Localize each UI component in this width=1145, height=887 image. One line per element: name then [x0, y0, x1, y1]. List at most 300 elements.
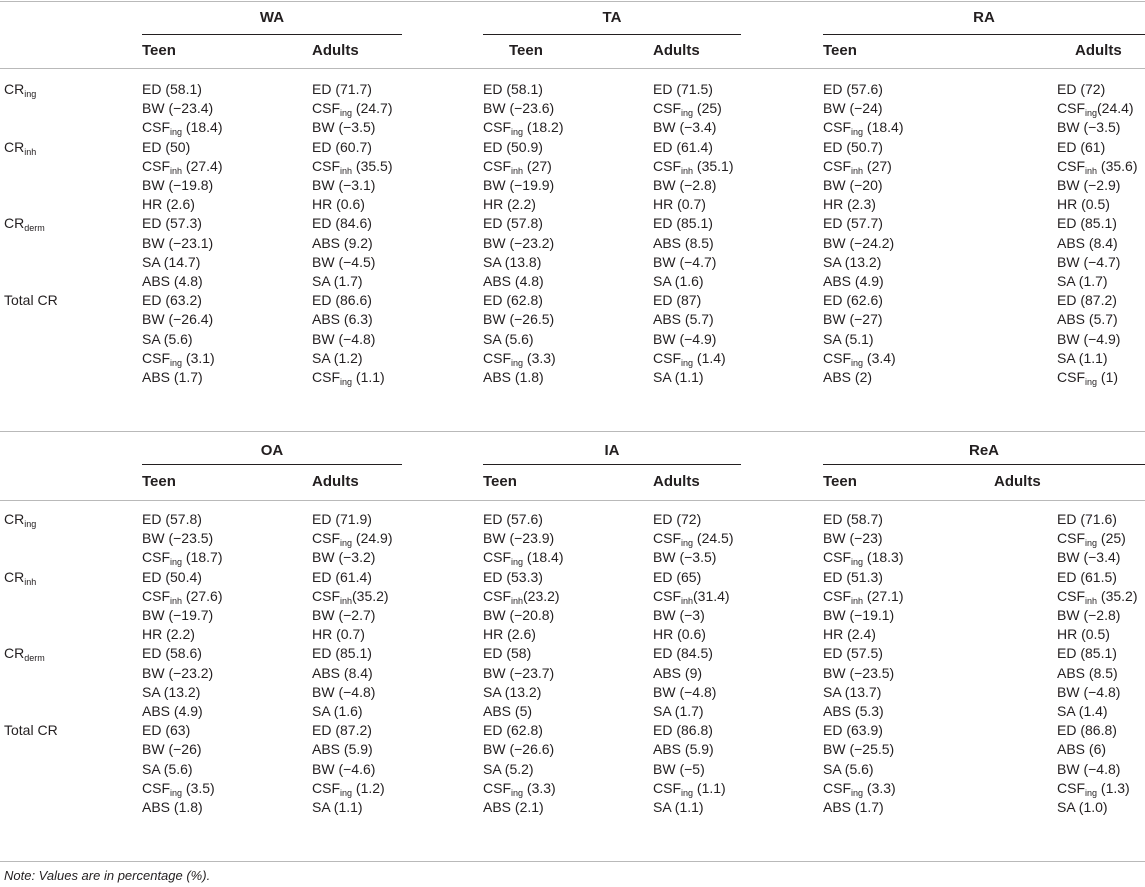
- subheader-label: Teen: [509, 42, 543, 59]
- table-cell: [1057, 760, 1120, 778]
- table-cell: [142, 330, 193, 348]
- cell-text: ABS (1.7): [823, 799, 884, 815]
- cell-text: BW (−2.8): [1057, 607, 1121, 623]
- cell-text: SA (13.2): [823, 253, 882, 270]
- cell-text: ED (87): [653, 292, 702, 309]
- row-label-subscript: derm: [24, 223, 45, 234]
- cell-value: (3.3): [523, 779, 556, 796]
- cell-subscript: ing: [170, 357, 183, 368]
- group-header-label: TA: [602, 9, 622, 26]
- table-cell: [483, 683, 541, 701]
- cell-text: ABS (4.9): [142, 703, 203, 719]
- table-cell: [312, 760, 375, 778]
- table-cell: [1057, 644, 1117, 662]
- cell-text: ABS (5.7): [1057, 311, 1118, 328]
- table-cell: [142, 99, 213, 117]
- table-cell: [483, 157, 552, 175]
- cell-text: CSF: [653, 157, 681, 174]
- table-cell: [653, 157, 733, 175]
- subheader: [653, 473, 700, 491]
- row-label-text: CR: [4, 511, 25, 527]
- cell-text: BW (−26.6): [483, 741, 555, 758]
- subheader-label: Adults: [653, 42, 700, 59]
- table-cell: [823, 118, 903, 136]
- cell-text: ABS (5): [483, 703, 533, 719]
- cell-text: ED (72): [653, 511, 702, 527]
- cell-text: ED (65): [653, 568, 702, 585]
- cell-text: BW (−4.9): [1057, 330, 1121, 347]
- table-cell: [312, 349, 363, 367]
- cell-text: SA (1.0): [1057, 799, 1108, 815]
- table-cell: [1057, 99, 1134, 117]
- table-cell: [483, 760, 534, 778]
- table-cell: [483, 253, 541, 271]
- table-cell: [1057, 253, 1120, 271]
- cell-text: SA (14.7): [142, 253, 201, 270]
- cell-text: ED (50): [142, 138, 191, 155]
- row-label: [4, 214, 45, 232]
- cell-text: BW (−23.4): [142, 100, 214, 117]
- cell-text: CSF: [142, 549, 170, 566]
- cell-text: SA (1.4): [1057, 703, 1108, 719]
- cell-text: CSF: [483, 349, 511, 366]
- cell-text: CSF: [483, 119, 511, 136]
- cell-text: ED (50.9): [483, 138, 543, 155]
- table-cell: [653, 664, 702, 682]
- cell-text: ED (61.4): [312, 568, 372, 585]
- table-cell: [142, 683, 200, 701]
- cell-text: ED (85.1): [312, 645, 372, 662]
- cell-text: BW (−23.5): [823, 664, 895, 681]
- table-cell: [483, 368, 544, 386]
- cell-text: CSF: [483, 549, 511, 566]
- cell-value: (18.4): [523, 549, 564, 566]
- row-label-text: Total CR: [4, 722, 58, 739]
- cell-text: BW (−4.6): [312, 760, 376, 777]
- cell-subscript: inh: [1085, 165, 1098, 176]
- table-cell: [823, 99, 883, 117]
- cell-text: BW (−23.7): [483, 664, 555, 681]
- subheader-label: Teen: [823, 473, 857, 490]
- table-cell: [312, 176, 375, 194]
- cell-value: (35.5): [352, 157, 393, 174]
- table-cell: [483, 625, 536, 643]
- cell-text: CSF: [653, 530, 681, 547]
- table-cell: [312, 740, 373, 758]
- table-cell: [653, 606, 705, 624]
- cell-text: ED (85.1): [1057, 215, 1117, 232]
- table-note: Note: Values are in percentage (%).: [4, 868, 211, 883]
- table-cell: [1057, 157, 1137, 175]
- cell-text: CSF: [142, 779, 170, 796]
- cell-text: BW (−3.5): [1057, 119, 1121, 136]
- cell-subscript: inh: [511, 595, 524, 606]
- cell-value: (27.4): [182, 157, 223, 174]
- table-cell: [653, 702, 704, 720]
- table-cell: [653, 310, 714, 328]
- cell-text: SA (5.6): [142, 760, 193, 777]
- table-cell: [483, 349, 556, 367]
- table-cell: [823, 330, 874, 348]
- row-label: [4, 510, 36, 528]
- cell-text: BW (−23.5): [142, 530, 214, 547]
- table-cell: [823, 625, 876, 643]
- table-cell: [653, 644, 713, 662]
- group-underline: [483, 464, 741, 465]
- table-cell: [312, 80, 372, 98]
- cell-subscript: ing: [851, 357, 864, 368]
- group-header: [483, 442, 741, 460]
- table-cell: [823, 798, 884, 816]
- cell-text: ED (87.2): [312, 722, 372, 739]
- cell-subscript: ing: [511, 557, 524, 568]
- row-label-text: CR: [4, 138, 25, 155]
- cell-text: ED (50.7): [823, 138, 883, 155]
- cell-text: SA (1.1): [653, 799, 704, 815]
- cell-text: BW (−3.1): [312, 177, 376, 193]
- table-cell: [142, 798, 203, 816]
- table-cell: [653, 272, 704, 290]
- table-cell: [1057, 118, 1120, 136]
- cell-text: CSF: [823, 587, 851, 604]
- row-label-subscript: ing: [24, 519, 37, 529]
- cell-text: HR (2.6): [483, 626, 536, 643]
- cell-text: CSF: [1057, 369, 1085, 385]
- cell-text: ED (57.6): [483, 511, 543, 527]
- row-label-subscript: ing: [24, 89, 37, 99]
- table-cell: [653, 548, 716, 566]
- cell-text: BW (−4.8): [653, 683, 717, 700]
- table-cell: [653, 349, 726, 367]
- table-cell: [823, 234, 894, 252]
- cell-text: CSF: [653, 779, 681, 796]
- table-cell: [142, 529, 213, 547]
- cell-subscript: inh: [511, 165, 524, 176]
- cell-subscript: inh: [170, 595, 183, 606]
- subheader: [823, 473, 857, 491]
- subheader-label: Adults: [312, 473, 359, 490]
- subheader: [823, 42, 857, 60]
- cell-text: CSF: [483, 779, 511, 796]
- table-cell: [823, 702, 884, 720]
- cell-value: (35.2): [352, 587, 389, 604]
- table-cell: [1057, 291, 1117, 309]
- cell-text: HR (0.5): [1057, 196, 1110, 213]
- cell-text: ED (58): [483, 645, 532, 662]
- cell-text: ED (85.1): [1057, 645, 1117, 662]
- table-cell: [312, 195, 365, 213]
- table-cell: [142, 195, 195, 213]
- subheader-label: Adults: [1075, 42, 1122, 59]
- table-cell: [312, 272, 363, 290]
- cell-value: (3.3): [523, 349, 556, 366]
- row-label: [4, 138, 36, 156]
- group-header-label: ReA: [968, 442, 999, 459]
- cell-value: (18.7): [182, 549, 223, 566]
- cell-text: ED (61): [1057, 138, 1106, 155]
- table-cell: [653, 368, 704, 386]
- cell-value: (31.4): [693, 587, 730, 604]
- subheader: [142, 473, 176, 491]
- subheader: [1075, 42, 1122, 60]
- cell-text: ABS (8.5): [1057, 664, 1118, 681]
- cell-subscript: ing: [1085, 538, 1098, 549]
- table-cell: [142, 740, 202, 758]
- table-cell: [483, 568, 543, 586]
- cell-value: (1.1): [693, 779, 726, 796]
- cell-text: HR (0.6): [312, 196, 365, 213]
- cell-text: ED (57.5): [823, 645, 883, 662]
- cell-text: ED (62.8): [483, 722, 543, 739]
- cell-value: (27): [523, 157, 552, 174]
- cell-text: ABS (5.9): [653, 741, 714, 758]
- cell-value: (1.4): [693, 349, 726, 366]
- row-label-subscript: derm: [24, 653, 45, 664]
- table-cell: [823, 214, 883, 232]
- row-label-text: CR: [4, 215, 25, 232]
- table-cell: [653, 176, 716, 194]
- cell-text: ED (57.3): [142, 215, 202, 232]
- group-header: [142, 9, 402, 27]
- cell-text: ED (62.6): [823, 292, 883, 309]
- cell-text: BW (−19.7): [142, 607, 214, 623]
- cell-subscript: ing: [340, 108, 353, 119]
- table-cell: [142, 702, 203, 720]
- cell-text: SA (1.7): [1057, 273, 1108, 289]
- table-cell: [312, 310, 373, 328]
- cell-text: CSF: [1057, 779, 1085, 796]
- cell-text: BW (−23.6): [483, 100, 555, 117]
- table-cell: [483, 310, 554, 328]
- table-cell: [312, 587, 389, 605]
- table-cell: [653, 798, 704, 816]
- table-cell: [823, 740, 894, 758]
- cell-subscript: inh: [340, 165, 353, 176]
- subheader-label: Adults: [653, 473, 700, 490]
- cell-subscript: ing: [340, 377, 353, 387]
- table-cell: [142, 118, 222, 136]
- cell-value: (18.3): [863, 549, 904, 566]
- cell-value: (24.7): [352, 100, 393, 117]
- table-cell: [483, 587, 560, 605]
- cell-text: ED (71.7): [312, 81, 372, 97]
- cell-text: ABS (8.4): [1057, 234, 1118, 251]
- table-cell: [142, 157, 222, 175]
- table-cell: [823, 644, 883, 662]
- table-cell: [1057, 587, 1137, 605]
- table-cell: [142, 779, 215, 797]
- table-cell: [312, 99, 392, 117]
- table-cell: [312, 548, 375, 566]
- table-cell: [1057, 272, 1108, 290]
- cell-text: BW (−4.7): [1057, 253, 1121, 270]
- table-cell: [1057, 798, 1108, 816]
- cell-text: BW (−4.8): [1057, 760, 1121, 777]
- table-cell: [823, 368, 872, 386]
- table-cell: [823, 291, 883, 309]
- cell-text: HR (0.7): [312, 626, 365, 643]
- cell-text: ED (63.2): [142, 292, 202, 309]
- cell-text: ABS (4.9): [823, 273, 884, 289]
- table-cell: [653, 683, 716, 701]
- table-cell: [653, 587, 730, 605]
- cell-text: SA (1.1): [312, 799, 363, 815]
- table-cell: [312, 510, 372, 528]
- table-cell: [312, 644, 372, 662]
- cell-text: ED (72): [1057, 81, 1106, 97]
- table-cell: [142, 214, 202, 232]
- cell-text: CSF: [142, 119, 170, 136]
- cell-subscript: ing: [170, 127, 183, 138]
- cell-text: BW (−24.2): [823, 234, 895, 251]
- cell-text: ABS (2): [823, 369, 873, 385]
- table-cell: [142, 368, 203, 386]
- table-cell: [1057, 234, 1118, 252]
- cell-subscript: ing: [851, 127, 864, 138]
- cell-text: SA (5.6): [142, 330, 193, 347]
- cell-text: ED (62.8): [483, 292, 543, 309]
- table-cell: [142, 253, 200, 271]
- cell-text: ED (86.8): [1057, 722, 1117, 739]
- cell-subscript: ing: [681, 787, 694, 798]
- cell-text: ABS (8.4): [312, 664, 373, 681]
- table-cell: [1057, 510, 1117, 528]
- table-cell: [1057, 779, 1130, 797]
- cell-subscript: inh: [340, 595, 353, 606]
- cell-text: ABS (4.8): [142, 273, 203, 289]
- cell-text: ED (57.8): [142, 511, 202, 527]
- table-cell: [653, 195, 706, 213]
- table-cell: [312, 368, 385, 386]
- table-cell: [1057, 568, 1117, 586]
- table-cell: [653, 80, 713, 98]
- table-cell: [483, 99, 554, 117]
- cell-text: HR (2.6): [142, 196, 195, 213]
- cell-text: BW (−3): [653, 607, 705, 623]
- cell-subscript: inh: [1085, 595, 1098, 606]
- table-cell: [483, 272, 544, 290]
- table-cell: [483, 118, 563, 136]
- cell-text: ABS (2.1): [483, 799, 544, 815]
- table-cell: [653, 568, 701, 586]
- table-cell: [483, 779, 556, 797]
- table-cell: [823, 529, 883, 547]
- table-cell: [823, 176, 883, 194]
- cell-subscript: ing: [511, 787, 524, 798]
- table-cell: [653, 721, 713, 739]
- subheader-label: Teen: [483, 473, 517, 490]
- table-cell: [312, 138, 372, 156]
- table-cell: [823, 510, 883, 528]
- table-cell: [312, 683, 375, 701]
- table-cell: [823, 568, 883, 586]
- subheader-label: Adults: [994, 473, 1041, 490]
- table-cell: [823, 606, 894, 624]
- group-header: [823, 442, 1145, 460]
- cell-text: BW (−23.9): [483, 530, 555, 547]
- table-cell: [142, 644, 202, 662]
- table-cell: [823, 683, 881, 701]
- row-label-text: CR: [4, 81, 25, 97]
- cell-text: BW (−20): [823, 177, 883, 193]
- cell-text: CSF: [142, 349, 170, 366]
- cell-value: (3.1): [182, 349, 215, 366]
- cell-subscript: inh: [681, 165, 694, 176]
- cell-text: CSF: [312, 779, 340, 796]
- group-underline: [823, 464, 1145, 465]
- cell-text: ABS (5.9): [312, 741, 373, 758]
- table-cell: [1057, 606, 1120, 624]
- table-cell: [653, 234, 714, 252]
- cell-text: CSF: [823, 549, 851, 566]
- cell-subscript: ing: [170, 557, 183, 568]
- table-cell: [483, 138, 543, 156]
- cell-subscript: ing: [681, 538, 694, 549]
- table-cell: [142, 568, 202, 586]
- cell-text: CSF: [483, 157, 511, 174]
- table-cell: [823, 349, 896, 367]
- cell-value: (24.5): [693, 530, 734, 547]
- table-cell: [142, 291, 202, 309]
- group-header: [823, 9, 1145, 27]
- table-cell: [1057, 702, 1108, 720]
- cell-value: (18.4): [863, 119, 904, 136]
- table-cell: [823, 80, 883, 98]
- table-cell: [142, 349, 215, 367]
- table-cell: [823, 664, 894, 682]
- table-cell: [1057, 368, 1118, 386]
- group-underline: [142, 34, 402, 35]
- table-cell: [1057, 80, 1105, 98]
- cell-text: ED (50.4): [142, 568, 202, 585]
- cell-text: BW (−4.5): [312, 253, 376, 270]
- table-cell: [823, 138, 883, 156]
- cell-value: (23.2): [523, 587, 560, 604]
- cell-text: ED (84.6): [312, 215, 372, 232]
- table-cell: [653, 779, 726, 797]
- table-cell: [312, 253, 375, 271]
- group-header-label: WA: [259, 9, 285, 26]
- cell-text: ABS (9): [653, 664, 703, 681]
- cell-value: (25): [1097, 530, 1126, 547]
- cell-text: CSF: [142, 157, 170, 174]
- table-cell: [483, 195, 536, 213]
- cell-text: BW (−26.5): [483, 311, 555, 328]
- cell-text: ED (61.5): [1057, 568, 1117, 585]
- table-cell: [483, 548, 563, 566]
- table-cell: [142, 606, 213, 624]
- table-cell: [483, 740, 554, 758]
- cell-text: CSF: [312, 100, 340, 117]
- cell-value: (25): [693, 100, 722, 117]
- table-cell: [483, 214, 543, 232]
- group-underline: [823, 34, 1145, 35]
- row-label: [4, 568, 36, 586]
- cell-text: ED (57.6): [823, 81, 883, 97]
- table-cell: [823, 760, 874, 778]
- cell-text: CSF: [1057, 587, 1085, 604]
- table-cell: [653, 529, 733, 547]
- table-cell: [1057, 548, 1120, 566]
- cell-text: SA (1.1): [1057, 349, 1108, 366]
- cell-text: HR (2.2): [483, 196, 536, 213]
- table-cell: [653, 760, 705, 778]
- table-cell: [142, 664, 213, 682]
- cell-text: CSF: [823, 349, 851, 366]
- cell-text: BW (−4.9): [653, 330, 717, 347]
- subheader: [142, 42, 176, 60]
- table-cell: [653, 118, 716, 136]
